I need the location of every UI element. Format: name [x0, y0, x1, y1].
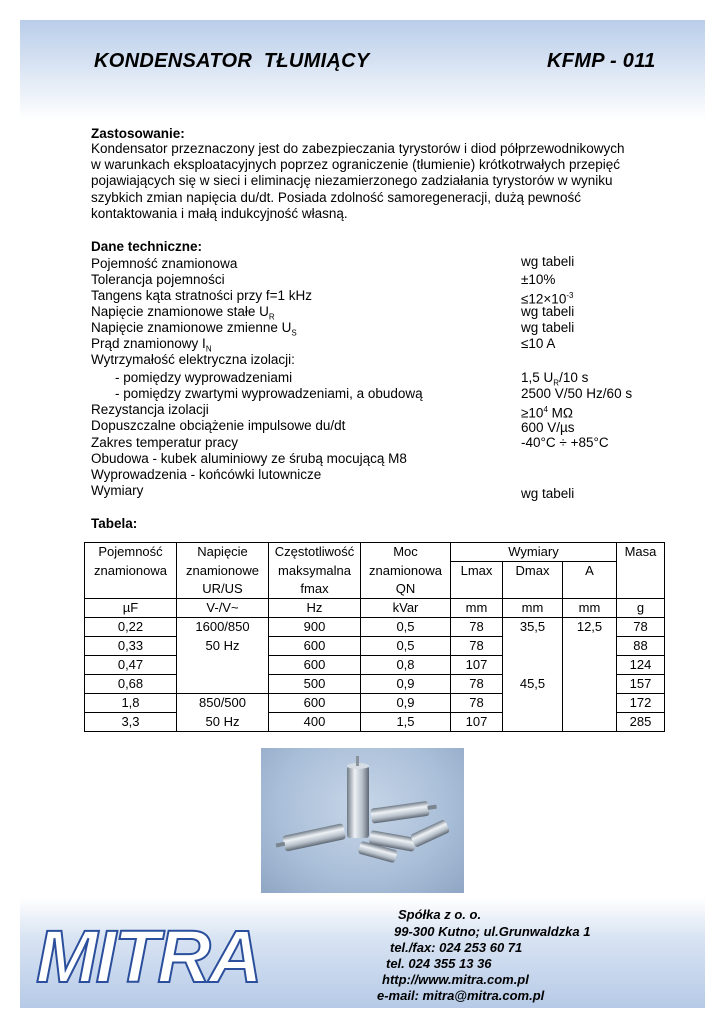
spec-row — [91, 352, 651, 368]
header-frequency: fmax — [269, 580, 361, 599]
capacitor-lying — [370, 800, 437, 824]
spec-row — [91, 272, 651, 288]
cell-power: 0,5 — [361, 637, 451, 656]
table-row — [85, 637, 665, 656]
cell-lmax: 78 — [451, 675, 503, 694]
spec-row — [91, 304, 651, 320]
spec-label: Wyprowadzenia - końcówki lutownicze — [91, 467, 322, 482]
cell-a: 12,5 — [563, 618, 617, 637]
company-website[interactable]: http://www.mitra.com.pl — [382, 972, 529, 987]
spec-value-main: ≤12×10 — [521, 291, 567, 307]
header-mass: Masa — [617, 543, 665, 562]
cell-voltage: 50 Hz — [177, 713, 269, 732]
spec-row — [91, 483, 651, 499]
spec-row — [91, 288, 651, 307]
header-lmax: Lmax — [451, 562, 503, 581]
cell-dmax — [503, 637, 563, 656]
cell-voltage: 850/500 — [177, 694, 269, 713]
cell-dmax: 35,5 — [503, 618, 563, 637]
application-line: kontaktowania i małą indukcyjność własną. — [91, 205, 348, 221]
table-row — [85, 694, 665, 713]
spec-value: -40°C ÷ +85°C — [521, 435, 609, 450]
table-header-row — [85, 543, 665, 562]
spec-row — [91, 435, 651, 451]
header-power: znamionowa — [361, 562, 451, 581]
spec-label-sub: S — [291, 328, 297, 338]
header-mass-cont — [617, 562, 665, 581]
cell-lmax: 78 — [451, 694, 503, 713]
spec-label: Tangens kąta stratności przy f=1 kHz — [91, 288, 312, 303]
cell-a — [563, 656, 617, 675]
application-line: szybkich zmian napięcia du/dt. Posiada zdolność samoregeneracji, dużą pewność — [91, 189, 582, 205]
cell-dmax — [503, 713, 563, 732]
cell-mass: 88 — [617, 637, 665, 656]
header-a-cont — [563, 580, 617, 599]
cell-capacitance: 3,3 — [85, 713, 177, 732]
product-photo — [261, 748, 464, 893]
cell-a — [563, 713, 617, 732]
spec-value-tail: /10 s — [559, 370, 589, 385]
spec-row — [91, 418, 651, 434]
spec-label-sub: N — [205, 344, 212, 354]
company-address: 99-300 Kutno; ul.Grunwaldzka 1 — [394, 924, 591, 939]
cell-capacitance: 0,33 — [85, 637, 177, 656]
product-code: KFMP - 011 — [547, 50, 656, 72]
company-logo: MITRA — [36, 915, 261, 998]
header-capacitance: znamionowa — [85, 562, 177, 581]
table-row — [85, 675, 665, 694]
cell-power: 0,8 — [361, 656, 451, 675]
header-dmax-cont — [503, 580, 563, 599]
table-header-row — [85, 562, 665, 581]
spec-row — [91, 402, 651, 421]
company-name: Spółka z o. o. — [398, 907, 482, 922]
table-heading: Tabela: — [91, 516, 138, 531]
unit-cell: mm — [451, 599, 503, 618]
spec-row — [91, 467, 651, 483]
spec-label-sub: R — [268, 312, 275, 322]
cell-capacitance: 0,47 — [85, 656, 177, 675]
cell-lmax: 78 — [451, 637, 503, 656]
cell-frequency: 900 — [269, 618, 361, 637]
table-row — [85, 618, 665, 637]
header-capacitance: Pojemność — [85, 543, 177, 562]
spec-row — [91, 370, 651, 386]
cell-mass: 172 — [617, 694, 665, 713]
spec-value: wg tabeli — [521, 254, 575, 269]
spec-label: Rezystancja izolacji — [91, 402, 209, 417]
cell-power: 0,9 — [361, 675, 451, 694]
cell-mass: 157 — [617, 675, 665, 694]
spec-row — [91, 256, 651, 272]
cell-frequency: 600 — [269, 656, 361, 675]
cell-voltage: 50 Hz — [177, 637, 269, 656]
spec-label: Wymiary — [91, 483, 144, 498]
page-title: KONDENSATOR TŁUMIĄCY — [94, 50, 370, 72]
application-text — [91, 141, 691, 222]
spec-value-sup: 4 — [543, 405, 548, 414]
header-voltage: znamionowe — [177, 562, 269, 581]
spec-value: ≤10 A — [521, 336, 556, 351]
cell-voltage — [177, 675, 269, 694]
cell-dmax: 45,5 — [503, 675, 563, 694]
application-line: Kondensator przeznaczony jest do zabezpieczania tyrystorów i diod półprzewodnikowych — [91, 141, 625, 156]
application-line: w warunkach eksploatacyjnych poprzez ograniczenie (tłumienie) krótkotrwałych przepięć — [91, 157, 620, 173]
spec-row — [91, 320, 651, 336]
header-power: QN — [361, 580, 451, 599]
capacitor-standing — [347, 756, 369, 838]
unit-cell: g — [617, 599, 665, 618]
spec-value-main: ≥10 — [521, 405, 544, 421]
cell-frequency: 600 — [269, 694, 361, 713]
cell-power: 0,5 — [361, 618, 451, 637]
spec-value: wg tabeli — [521, 486, 575, 501]
table-row — [85, 656, 665, 675]
spec-row — [91, 386, 651, 402]
cell-dmax — [503, 694, 563, 713]
spec-value-sub: R — [553, 378, 560, 388]
cell-mass: 124 — [617, 656, 665, 675]
header-capacitance — [85, 580, 177, 599]
header-power: Moc — [361, 543, 451, 562]
cell-lmax: 107 — [451, 656, 503, 675]
header-dimensions: Wymiary — [451, 543, 617, 562]
header-voltage: Napięcie — [177, 543, 269, 562]
cell-power: 1,5 — [361, 713, 451, 732]
cell-lmax: 78 — [451, 618, 503, 637]
cell-capacitance: 1,8 — [85, 694, 177, 713]
header-dmax: Dmax — [503, 562, 563, 581]
spec-value: wg tabeli — [521, 304, 575, 319]
specs-heading: Dane techniczne: — [91, 239, 203, 254]
cell-capacitance: 0,22 — [85, 618, 177, 637]
spec-value-tail: MΩ — [547, 405, 573, 421]
spec-value: 600 V/µs — [521, 420, 575, 435]
spec-label-main: Prąd znamionowy I — [91, 336, 206, 351]
cell-a — [563, 637, 617, 656]
unit-cell: µF — [85, 599, 177, 618]
company-telfax: tel./fax: 024 253 60 71 — [390, 940, 523, 955]
cell-dmax — [503, 656, 563, 675]
unit-cell: kVar — [361, 599, 451, 618]
cell-voltage: 1600/850 — [177, 618, 269, 637]
capacitor-lying — [410, 819, 450, 848]
cell-mass: 285 — [617, 713, 665, 732]
application-heading: Zastosowanie: — [91, 126, 185, 141]
header-lmax-cont — [451, 580, 503, 599]
company-phone: tel. 024 355 13 36 — [386, 956, 492, 971]
cell-a — [563, 675, 617, 694]
spec-label-main: Napięcie znamionowe stałe U — [91, 304, 269, 319]
cell-frequency: 400 — [269, 713, 361, 732]
header-frequency: maksymalna — [269, 562, 361, 581]
spec-label: Dopuszczalne obciążenie impulsowe du/dt — [91, 418, 346, 433]
spec-label: - pomiędzy wyprowadzeniami — [115, 370, 293, 385]
header-mass-cont — [617, 580, 665, 599]
spec-label: Zakres temperatur pracy — [91, 435, 239, 450]
application-line: pojawiających się w sieci i eliminację niezamierzonego zadziałania tyrystorów w wyniku — [91, 173, 613, 189]
cell-frequency: 500 — [269, 675, 361, 694]
capacitor-lying — [274, 823, 346, 853]
capacitors-illustration — [261, 748, 464, 893]
header-frequency: Częstotliwość — [269, 543, 361, 562]
spec-label: Pojemność znamionowa — [91, 256, 238, 271]
cell-frequency: 600 — [269, 637, 361, 656]
spec-value-sup: -3 — [566, 291, 574, 300]
cell-mass: 78 — [617, 618, 665, 637]
spec-value: 2500 V/50 Hz/60 s — [521, 386, 633, 401]
cell-lmax: 107 — [451, 713, 503, 732]
spec-label: - pomiędzy zwartymi wyprowadzeniami, a obudową — [115, 386, 423, 401]
spec-label: Obudowa - kubek aluminiowy ze śrubą mocującą M8 — [91, 451, 407, 466]
header-voltage: UR/US — [177, 580, 269, 599]
spec-value: ±10% — [521, 272, 556, 287]
spec-value-main: 1,5 U — [521, 370, 554, 385]
spec-label-main: Napięcie znamionowe zmienne U — [91, 320, 292, 335]
spec-label: Tolerancja pojemności — [91, 272, 225, 287]
cell-a — [563, 694, 617, 713]
company-email[interactable]: e-mail: mitra@mitra.com.pl — [377, 988, 545, 1003]
table-row — [85, 713, 665, 732]
data-table — [84, 542, 665, 732]
table-units-row — [85, 599, 665, 618]
spec-label: Wytrzymałość elektryczna izolacji: — [91, 352, 295, 367]
unit-cell: mm — [563, 599, 617, 618]
spec-row — [91, 336, 651, 352]
spec-row — [91, 451, 651, 467]
unit-cell: Hz — [269, 599, 361, 618]
unit-cell: V-/V~ — [177, 599, 269, 618]
unit-cell: mm — [503, 599, 563, 618]
cell-power: 0,9 — [361, 694, 451, 713]
header-a: A — [563, 562, 617, 581]
table-header-row — [85, 580, 665, 599]
cell-voltage — [177, 656, 269, 675]
spec-value: wg tabeli — [521, 320, 575, 335]
cell-capacitance: 0,68 — [85, 675, 177, 694]
